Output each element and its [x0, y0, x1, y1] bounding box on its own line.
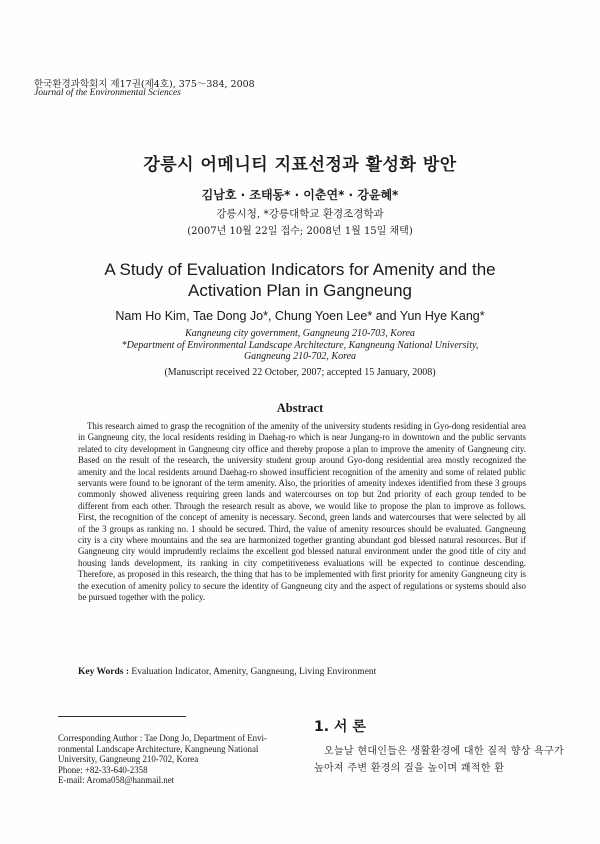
affiliation-en	[0, 328, 600, 363]
received-dates-ko: (2007년 10월 22일 접수; 2008년 1월 15일 채택)	[187, 226, 413, 237]
abstract-body: This research aimed to grasp the recognition of the amenity of the university students residing in Gyo-dong residential area in Gangneung city, the local residents residing in Daehag-ro which is near Jungang-ro in downtown and the public servants related to city development in Gangneung city office and thereby propose a plan to improve the amenity of Gangneung city. Based on the result of the research, the university student group around Gyo-dong residential area mostly recognized the amenity and the local residents around Daehag-ro showed insufficient recognition of the amenity and some of related public servants were found to be ignorant of the term amenity. Also, the priorities of amenity indexes identified from these 3 groups commonly showed aliveness requiring green lands and watercourses on top but 2nd priority of each group tended to be different from each other. Through the research result as above, we would like to propose the plan to improve as follows. First, the recognition of the concept of amenity is necessary. Second, green lands and watercourses that were selected by all of the 3 groups as ranking no. 1 should be secured. Third, the value of amenity resources should be evaluated. Gangneung city is a city where mountains and the sea are harmonized together granting abundant god blessed natural resources. But if Gangneung city would imprudently reclaims the excellent god blessed natural environment under the good title of city and housing lands development, its ranking in city competitiveness evaluations will be expected to continue descending. Therefore, as proposed in this research, the thing that has to be implemented with first priority for amenity Gangneung city is the execution of amenity policy to secure the identity of Gangneung city and the aspect of regulations or systems should also be pursued together with the policy.	[78, 421, 526, 603]
affiliation-en-line: Gangneung 210-702, Korea	[243, 351, 357, 362]
footnote-divider	[58, 716, 186, 717]
authors-en: Nam Ho Kim, Tae Dong Jo*, Chung Yoen Lee* and Yun Hye Kang*	[115, 309, 485, 323]
corresponding-line: Corresponding Author : Tae Dong Jo, Department of Envi-	[58, 733, 267, 743]
journal-citation-ko: 한국환경과학회지 제17권(제4호), 375～384, 2008	[34, 79, 255, 90]
paper-title-en-line2: Activation Plan in Gangneung	[188, 281, 412, 300]
corresponding-author	[58, 733, 298, 786]
keywords	[78, 667, 538, 677]
paper-title-en-line1: A Study of Evaluation Indicators for Amenity and the	[104, 260, 496, 279]
corresponding-line: ronmental Landscape Architecture, Kangneung National	[58, 743, 259, 754]
corresponding-line: E-mail: Aroma058@hanmail.net	[58, 775, 175, 785]
section-body: 오늘날 현대인들은 생활환경에 대한 질적 향상 욕구가 높아져 주변 환경의 질을 높이며 쾌적한 환	[314, 746, 564, 774]
corresponding-line: Phone: +82-33-640-2358	[58, 764, 148, 775]
manuscript-dates: (Manuscript received 22 October, 2007; accepted 15 January, 2008)	[164, 367, 436, 378]
keywords-label: Key Words :	[78, 667, 132, 677]
paper-title-ko: 강릉시 어메니티 지표선정과 활성화 방안	[143, 155, 457, 175]
keywords-text: Evaluation Indicator, Amenity, Gangneung, Living Environment	[131, 667, 377, 677]
affiliation-en-line: Kangneung city government, Gangneung 210-703, Korea	[185, 328, 415, 339]
authors-ko: 김남호 · 조태동* · 이춘연* · 강윤혜*	[201, 188, 399, 202]
paper-title-en	[0, 259, 600, 301]
abstract-heading: Abstract	[276, 401, 324, 415]
corresponding-line: University, Gangneung 210-702, Korea	[58, 754, 199, 764]
affiliation-en-line: *Department of Environmental Landscape Architecture, Kangneung National University,	[121, 339, 479, 351]
section-heading: 1. 서 론	[314, 719, 366, 735]
affiliation-ko: 강릉시청, *강릉대학교 환경조경학과	[216, 208, 384, 220]
journal-name-en: Journal of the Environmental Sciences	[34, 88, 181, 98]
